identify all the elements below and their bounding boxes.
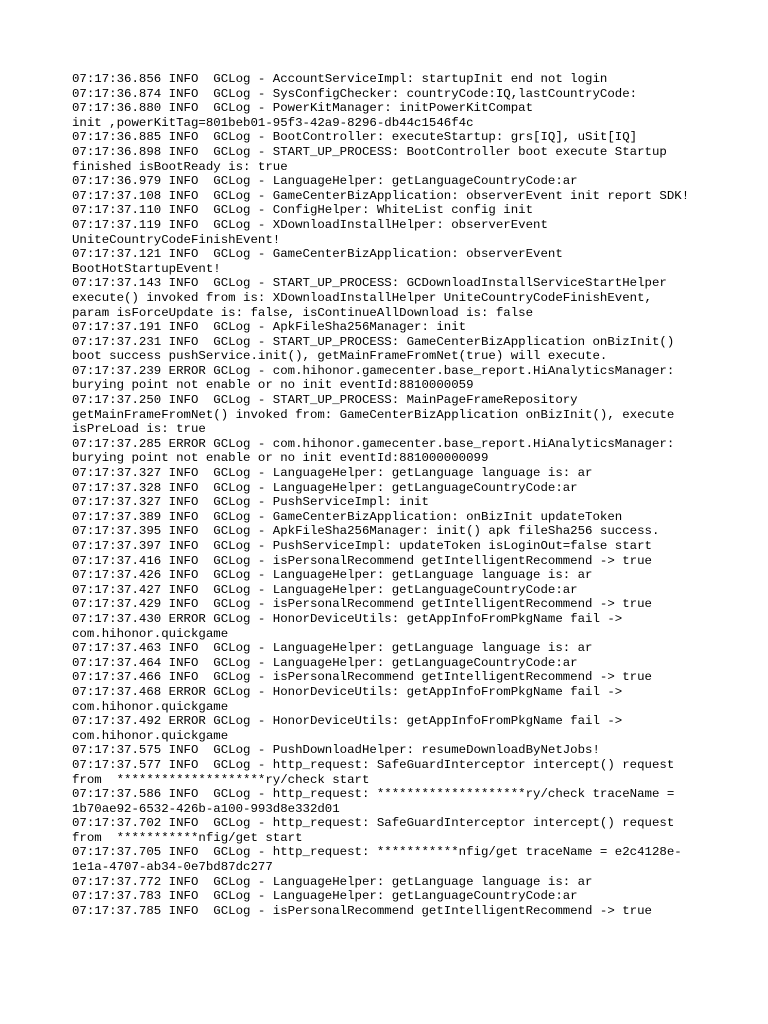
- log-line: getMainFrameFromNet() invoked from: GameCenterBizApplication onBizInit(), execute: [72, 407, 675, 422]
- log-line: burying point not enable or no init eventId:881000000099: [72, 451, 489, 466]
- log-line: from ********************ry/check start: [72, 772, 370, 787]
- log-line: 07:17:37.121 INFO GCLog - GameCenterBizApplication: observerEvent: [72, 247, 563, 262]
- log-line: 07:17:37.110 INFO GCLog - ConfigHelper: WhiteList config init: [72, 203, 534, 218]
- log-line: 07:17:37.250 INFO GCLog - START_UP_PROCESS: MainPageFrameRepository: [72, 393, 578, 408]
- log-line: finished isBootReady is: true: [72, 159, 288, 174]
- log-line: burying point not enable or no init eventId:8810000059: [72, 378, 474, 393]
- log-line: execute() invoked from is: XDownloadInstallHelper UniteCountryCodeFinishEvent,: [72, 290, 652, 305]
- log-line: 07:17:37.231 INFO GCLog - START_UP_PROCESS: GameCenterBizApplication onBizInit(): [72, 334, 675, 349]
- log-line: 1e1a-4707-ab34-0e7bd87dc277: [72, 860, 273, 875]
- log-line: 07:17:37.463 INFO GCLog - LanguageHelper: getLanguage language is: ar: [72, 641, 593, 656]
- log-line: 07:17:37.143 INFO GCLog - START_UP_PROCESS: GCDownloadInstallServiceStartHelper: [72, 276, 667, 291]
- log-line: 07:17:37.577 INFO GCLog - http_request: SafeGuardInterceptor intercept() request: [72, 757, 675, 772]
- log-document: [72, 72, 712, 918]
- log-line: 07:17:37.575 INFO GCLog - PushDownloadHelper: resumeDownloadByNetJobs!: [72, 743, 600, 758]
- log-line: com.hihonor.quickgame: [72, 728, 229, 743]
- log-line: from ***********nfig/get start: [72, 830, 303, 845]
- log-line: 07:17:37.328 INFO GCLog - LanguageHelper: getLanguageCountryCode:ar: [72, 480, 578, 495]
- log-line: 07:17:37.783 INFO GCLog - LanguageHelper: getLanguageCountryCode:ar: [72, 889, 578, 904]
- log-line: 07:17:37.416 INFO GCLog - isPersonalRecommend getIntelligentRecommend -> true: [72, 553, 652, 568]
- log-line: UniteCountryCodeFinishEvent!: [72, 232, 281, 247]
- log-line: 07:17:36.898 INFO GCLog - START_UP_PROCESS: BootController boot execute Startup: [72, 144, 667, 159]
- log-line: 07:17:37.772 INFO GCLog - LanguageHelper: getLanguage language is: ar: [72, 874, 593, 889]
- log-line: 07:17:36.979 INFO GCLog - LanguageHelper: getLanguageCountryCode:ar: [72, 174, 578, 189]
- log-line: 07:17:37.466 INFO GCLog - isPersonalRecommend getIntelligentRecommend -> true: [72, 670, 652, 685]
- log-line: 07:17:36.880 INFO GCLog - PowerKitManager: initPowerKitCompat: [72, 101, 534, 116]
- log-line: 07:17:37.389 INFO GCLog - GameCenterBizApplication: onBizInit updateToken: [72, 509, 623, 524]
- log-line: 07:17:37.586 INFO GCLog - http_request: ********************ry/check traceName =: [72, 787, 675, 802]
- log-line: 07:17:37.239 ERROR GCLog - com.hihonor.gamecenter.base_report.HiAnalyticsManager:: [72, 363, 675, 378]
- log-line: init ,powerKitTag=801beb01-95f3-42a9-8296-db44c1546f4c: [72, 115, 474, 130]
- log-line: 07:17:36.856 INFO GCLog - AccountServiceImpl: startupInit end not login: [72, 72, 608, 86]
- log-line: param isForceUpdate is: false, isContinueAllDownload is: false: [72, 305, 534, 320]
- log-line: com.hihonor.quickgame: [72, 699, 229, 714]
- log-line: boot success pushService.init(), getMainFrameFromNet(true) will execute.: [72, 349, 608, 364]
- log-line: BootHotStartupEvent!: [72, 261, 221, 276]
- log-line: 07:17:37.464 INFO GCLog - LanguageHelper: getLanguageCountryCode:ar: [72, 655, 578, 670]
- log-line: 07:17:37.427 INFO GCLog - LanguageHelper: getLanguageCountryCode:ar: [72, 582, 578, 597]
- log-line: 07:17:37.397 INFO GCLog - PushServiceImpl: updateToken isLoginOut=false start: [72, 539, 652, 553]
- log-line: 07:17:37.285 ERROR GCLog - com.hihonor.gamecenter.base_report.HiAnalyticsManager:: [72, 436, 675, 451]
- log-line: 07:17:37.492 ERROR GCLog - HonorDeviceUtils: getAppInfoFromPkgName fail ->: [72, 714, 623, 729]
- log-line: isPreLoad is: true: [72, 422, 206, 437]
- log-line: com.hihonor.quickgame: [72, 626, 229, 641]
- log-line: 07:17:37.702 INFO GCLog - http_request: SafeGuardInterceptor intercept() request: [72, 816, 675, 831]
- log-line: 07:17:37.395 INFO GCLog - ApkFileSha256Manager: init() apk fileSha256 success.: [72, 524, 660, 539]
- log-line: 07:17:37.785 INFO GCLog - isPersonalRecommend getIntelligentRecommend -> true: [72, 903, 652, 918]
- log-line: 07:17:37.426 INFO GCLog - LanguageHelper: getLanguage language is: ar: [72, 568, 593, 583]
- log-line: 07:17:37.327 INFO GCLog - LanguageHelper: getLanguage language is: ar: [72, 466, 593, 481]
- log-line: 07:17:37.705 INFO GCLog - http_request: ***********nfig/get traceName = e2c4128e-: [72, 845, 682, 860]
- log-line: 07:17:37.430 ERROR GCLog - HonorDeviceUtils: getAppInfoFromPkgName fail ->: [72, 611, 623, 626]
- log-line: 07:17:36.885 INFO GCLog - BootController: executeStartup: grs[IQ], uSit[IQ]: [72, 130, 638, 145]
- log-line: 07:17:37.191 INFO GCLog - ApkFileSha256Manager: init: [72, 320, 467, 335]
- log-line: 07:17:37.327 INFO GCLog - PushServiceImpl: init: [72, 495, 429, 510]
- log-line: 07:17:36.874 INFO GCLog - SysConfigChecker: countryCode:IQ,lastCountryCode:: [72, 86, 638, 101]
- log-line: 07:17:37.108 INFO GCLog - GameCenterBizApplication: observerEvent init report SDK!: [72, 188, 690, 203]
- log-line: 07:17:37.468 ERROR GCLog - HonorDeviceUtils: getAppInfoFromPkgName fail ->: [72, 684, 623, 699]
- log-line: 1b70ae92-6532-426b-a100-993d8e332d01: [72, 801, 340, 816]
- log-line: 07:17:37.119 INFO GCLog - XDownloadInstallHelper: observerEvent: [72, 217, 548, 232]
- log-line: 07:17:37.429 INFO GCLog - isPersonalRecommend getIntelligentRecommend -> true: [72, 597, 652, 612]
